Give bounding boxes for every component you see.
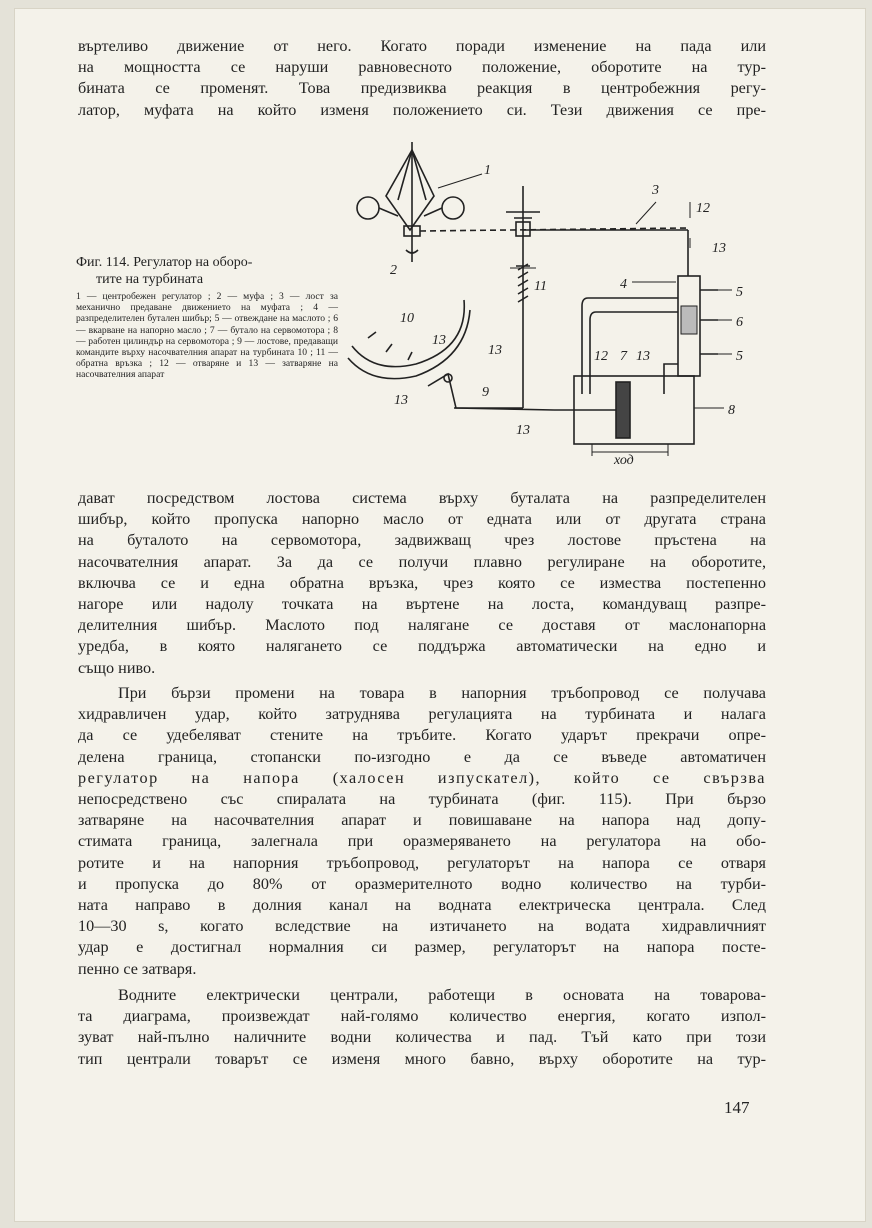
text-line: хидравличен удар, който затруднява регулацията на турбината и налага (78, 705, 766, 724)
label-13-arrow: 13 (488, 343, 502, 358)
text-line: на мощността се наруши равновесното положение, оборотите на тур- (78, 58, 766, 77)
label-13-top: 13 (712, 241, 726, 256)
text-line: да се удебеляват стените на тръбите. Когато ударът прекрачи опре- (78, 726, 766, 745)
text-line: шибър, който пропуска напорно масло от едната или от другата страна (78, 510, 766, 529)
text-line: та диаграма, произвеждат най-голямо количество енергия, когато изпол- (78, 1007, 766, 1026)
label-6: 6 (736, 315, 743, 330)
label-13-servo: 13 (636, 349, 650, 364)
label-3: 3 (652, 183, 659, 198)
text-line: 10—30 s, когато вследствие на изтичането на водата хидравличният (78, 917, 766, 936)
label-10: 10 (400, 311, 414, 326)
governor-frame (386, 150, 434, 230)
label-13-bottom: 13 (516, 423, 530, 438)
text-line: нагоре или надолу точката на въртене на лоста, командуващ разпре- (78, 595, 766, 614)
paragraph-1 (78, 36, 766, 121)
figure-caption-legend: 1 — центробежен регулатор ; 2 — муфа ; 3 — лост за механично предаване движението на муфата ; 4 — разпределителен бутален шибър; 5 — отвеждане на маслото ; 6 — вкарване на напорно масло ; 7 — бутало на сервомотора ; 8 — работен цилиндър на сервомотора ; 9 — лостове, предаващи командите върху насочвателния апарат на турбината 10 ; 11 — обратна връзка ; 12 — отваряне и 13 — затваряне на насочвателния апарат (76, 291, 338, 381)
paragraph-2 (78, 488, 766, 679)
paragraph-4 (78, 985, 766, 1070)
caption-title-line-2: тите на турбината (96, 272, 204, 287)
text-line: на буталото на сервомотора, задвижващ чрез лостове пръстена на (78, 531, 766, 550)
figure-caption-title (76, 254, 338, 288)
text-line: тип централи товарът се изменя много бавно, върху оборотите на тур- (78, 1049, 766, 1068)
text-line: непосредствено със спиралата на турбината (фиг. 115). При бързо (78, 790, 766, 809)
text-line: зуват най-пълно наличните водни количества и пад. Тъй като при този (78, 1028, 766, 1047)
label-12-top: 12 (696, 201, 710, 216)
label-11: 11 (534, 279, 547, 294)
text-line: ната направо в долния канал на водната електрическа централа. След (78, 896, 766, 915)
text-line: пенно се затваря. (78, 959, 197, 978)
figure-caption (76, 254, 338, 381)
figure-114-regulator-diagram (338, 138, 768, 468)
text-line: и пропуска до 80% от оразмерителното водно количество на турби- (78, 874, 766, 893)
label-8: 8 (728, 403, 735, 418)
text-line: ротите и на напорния тръбопровод, регулаторът на напора се отваря (78, 853, 766, 872)
label-13-bottom-left: 13 (394, 393, 408, 408)
caption-title-line-1: Фиг. 114. Регулатор на оборо- (76, 255, 253, 270)
label-4: 4 (620, 277, 627, 292)
wicket-gate-ring (352, 300, 464, 367)
text-line: удар е достигнал нормалния си размер, регулаторът на напора посте- (78, 938, 766, 957)
text-line: дават посредством лостова система върху буталата на разпределителен (78, 489, 766, 507)
text-line: Водните електрически централи, работещи в основата на товарова- (118, 986, 766, 1004)
label-5-top: 5 (736, 285, 743, 300)
text-line: въртеливо движение от него. Когато поради изменение на пада или (78, 37, 766, 55)
text-line: регулатор на напора (халосен изпускател), който се свързва (78, 768, 766, 787)
text-line: затваряне на насочвателния апарат и повишаване на напора над допу- (78, 811, 766, 830)
text-line: също ниво. (78, 658, 156, 677)
text-line: латор, муфата на който изменя положението си. Тези движения се пре- (78, 100, 766, 119)
text-line: стимата граница, залегнала при оразмеряването на регулатора на обо- (78, 832, 766, 851)
label-12-servo: 12 (594, 349, 608, 364)
text-line: бината се променят. Това предизвиква реакция в центробежния регу- (78, 79, 766, 98)
governor-ball-right (442, 197, 464, 219)
paragraph-3 (78, 683, 766, 980)
page-number: 147 (724, 1098, 750, 1117)
text-line: насочвателния апарат. За да се получи плавно регулиране на оборотите, (78, 552, 766, 571)
label-5-bottom: 5 (736, 349, 743, 364)
governor-ball-left (357, 197, 379, 219)
label-9: 9 (482, 385, 489, 400)
text-line: делена граница, стопански по-изгодно е да се въведе автоматичен (78, 747, 766, 766)
text-line: уредба, в която налягането се поддържа автоматически на едно и (78, 637, 766, 656)
text-line: При бързи промени на товара в напорния тръбопровод се получава (118, 684, 766, 702)
label-1: 1 (484, 163, 491, 178)
text-line: включва се и една обратна връзка, чрез която се измества постепенно (78, 573, 766, 592)
text-line: делителния шибър. Маслото под налягане се доставя от маслонапорна (78, 616, 766, 635)
label-2: 2 (390, 263, 397, 278)
label-stroke: ход (614, 453, 634, 468)
label-13-ring: 13 (432, 333, 446, 348)
label-7: 7 (620, 349, 627, 364)
